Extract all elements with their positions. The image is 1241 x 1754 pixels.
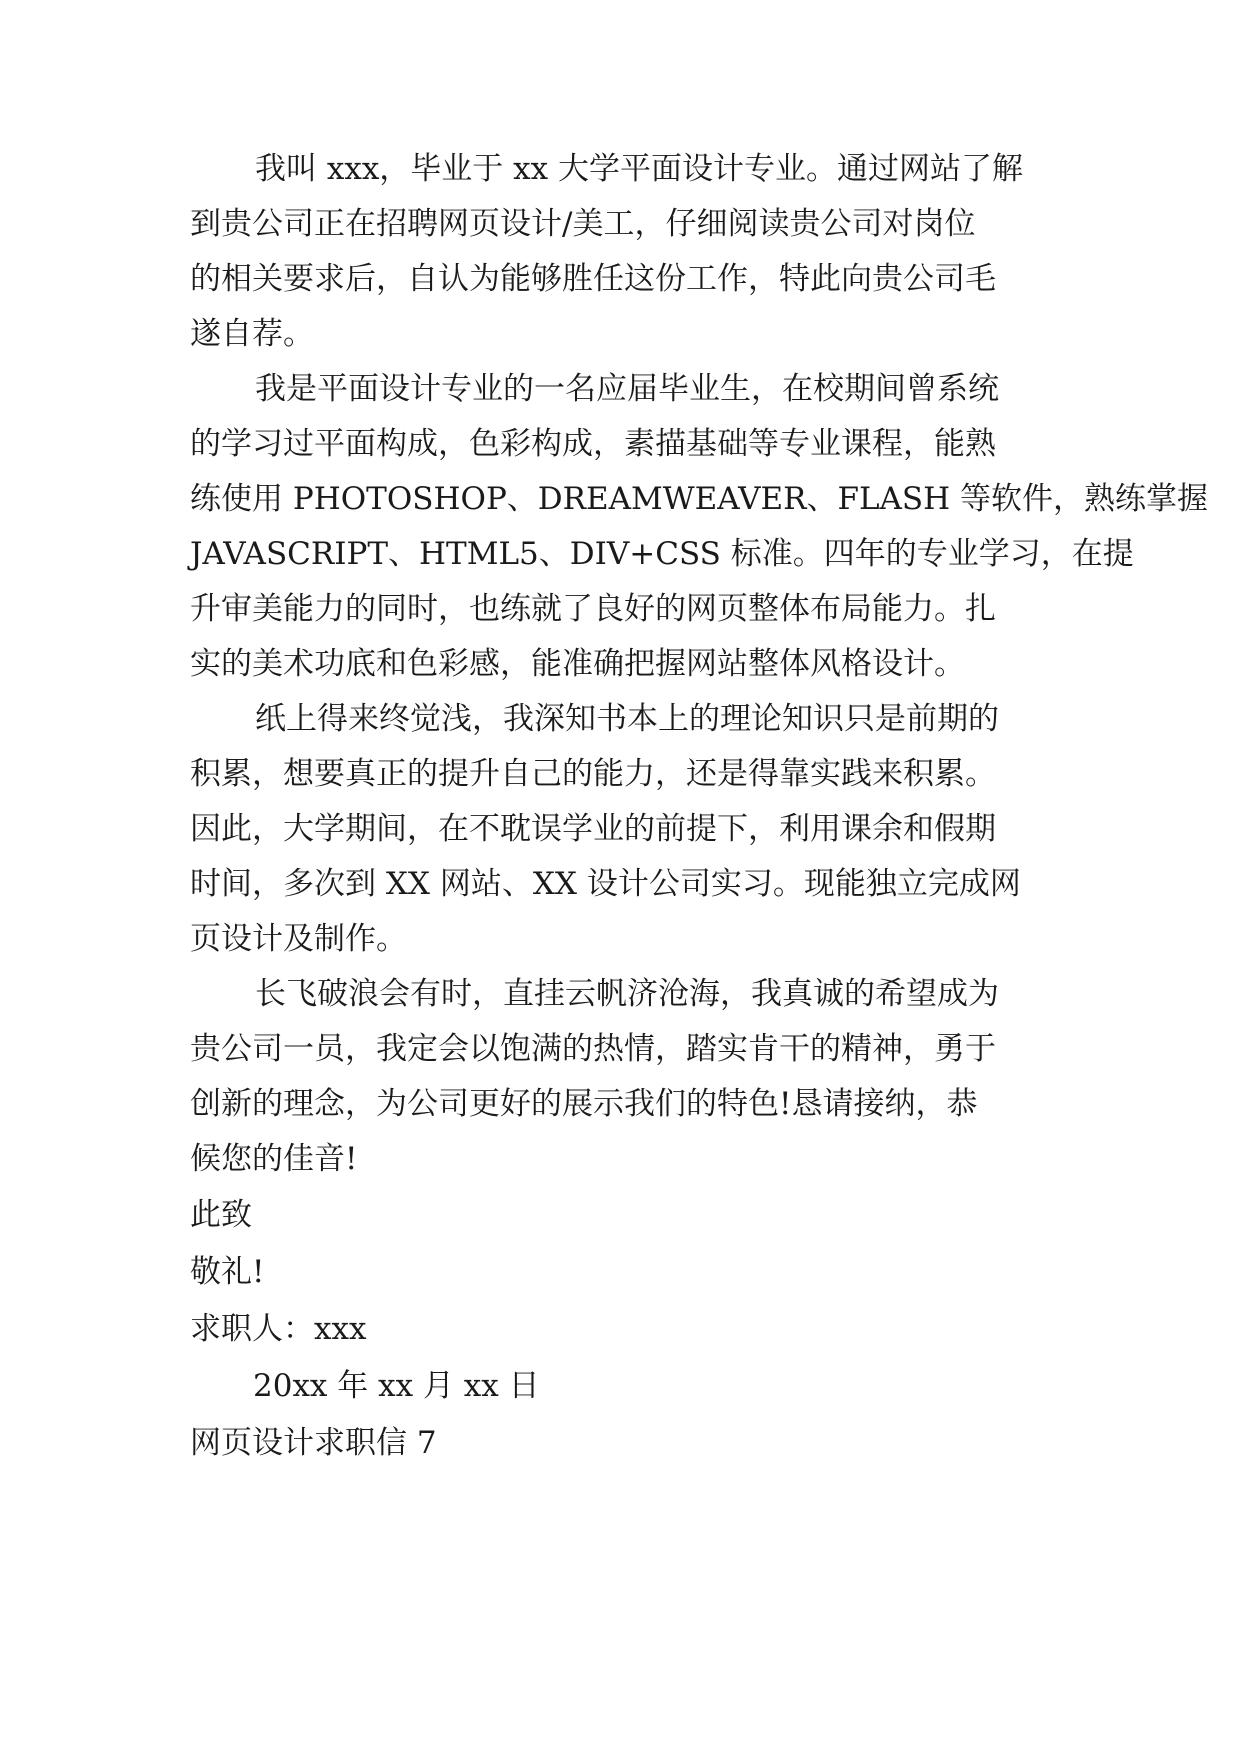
paragraph-1-line-3: 的相关要求后，自认为能够胜任这份工作，特此向贵公司毛 (190, 261, 996, 297)
closing-salutation: 此致 (190, 1197, 252, 1233)
paragraph-2-line-4: JAVASCRIPT、HTML5、DIV+CSS 标准。四年的专业学习，在提 (190, 536, 1134, 572)
paragraph-3-line-1: 纸上得来终觉浅，我深知书本上的理论知识只是前期的 (255, 701, 999, 737)
paragraph-2-line-3: 练使用 PHOTOSHOP、DREAMWEAVER、FLASH 等软件，熟练掌握 (190, 481, 1209, 517)
paragraph-3-line-5: 页设计及制作。 (190, 921, 407, 957)
paragraph-4-line-1: 长飞破浪会有时，直挂云帆济沧海，我真诚的希望成为 (255, 976, 999, 1012)
letter-date: 20xx 年 xx 月 xx 日 (253, 1368, 540, 1404)
paragraph-3-line-3: 因此，大学期间，在不耽误学业的前提下，利用课余和假期 (190, 811, 996, 847)
paragraph-1-line-4: 遂自荐。 (190, 316, 314, 352)
paragraph-1-line-1: 我叫 xxx，毕业于 xx 大学平面设计专业。通过网站了解 (255, 151, 1023, 187)
paragraph-4-line-3: 创新的理念，为公司更好的展示我们的特色!恳请接纳，恭 (190, 1086, 978, 1122)
paragraph-2-line-6: 实的美术功底和色彩感，能准确把握网站整体风格设计。 (190, 646, 965, 682)
paragraph-3-line-4: 时间，多次到 XX 网站、XX 设计公司实习。现能独立完成网 (190, 866, 1021, 902)
paragraph-3-line-2: 积累，想要真正的提升自己的能力，还是得靠实践来积累。 (190, 756, 996, 792)
paragraph-2-line-1: 我是平面设计专业的一名应届毕业生，在校期间曾系统 (255, 371, 999, 407)
next-section-heading: 网页设计求职信 7 (190, 1425, 437, 1461)
paragraph-2-line-2: 的学习过平面构成，色彩构成，素描基础等专业课程，能熟 (190, 426, 996, 462)
paragraph-1-line-2: 到贵公司正在招聘网页设计/美工，仔细阅读贵公司对岗位 (190, 206, 976, 242)
applicant-signature: 求职人：xxx (190, 1311, 367, 1347)
paragraph-2-line-5: 升审美能力的同时，也练就了良好的网页整体布局能力。扎 (190, 591, 996, 627)
paragraph-4-line-4: 候您的佳音! (190, 1141, 358, 1177)
paragraph-4-line-2: 贵公司一员，我定会以饱满的热情，踏实肯干的精神，勇于 (190, 1031, 996, 1067)
closing-regards: 敬礼! (190, 1254, 265, 1290)
